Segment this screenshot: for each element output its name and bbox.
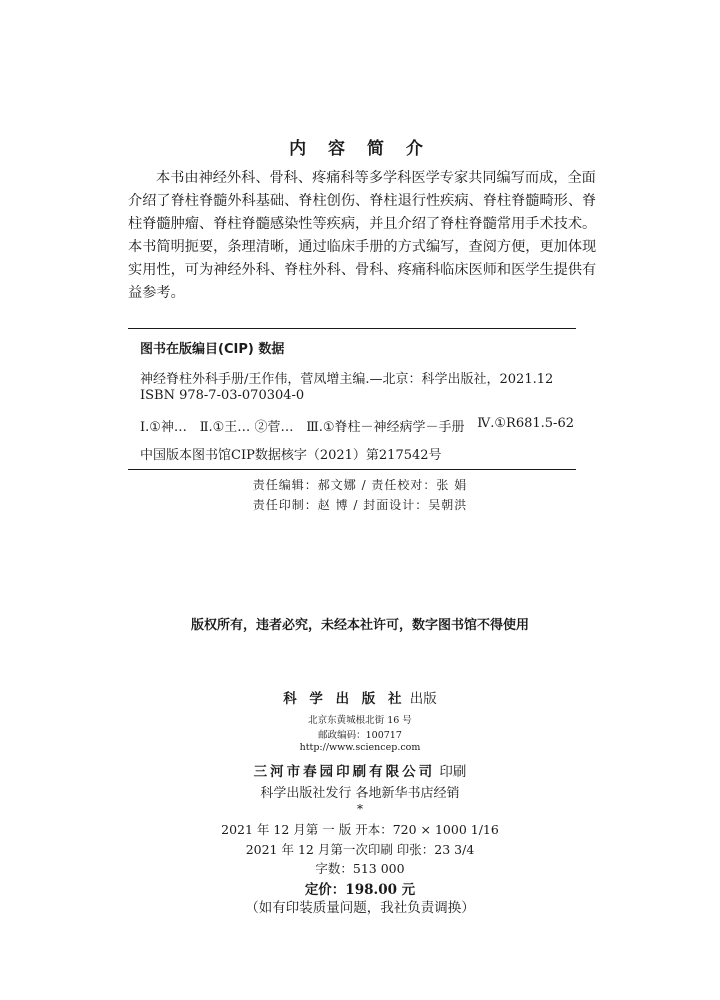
summary-title: 内 容 简 介	[289, 139, 431, 159]
price: 定价：198.00 元	[304, 882, 416, 898]
credits-production: 责任印制：赵 博 / 封面设计：吴朝洪	[252, 498, 468, 512]
summary-line: 益参考。	[128, 285, 185, 301]
printer-line	[0, 760, 720, 780]
summary-line: 介绍了脊柱脊髓外科基础、脊柱创伤、脊柱退行性疾病、脊柱脊髓畸形、脊	[128, 193, 597, 209]
cip-record-number: 中国版本图书馆CIP数据核字（2021）第217542号	[140, 448, 442, 463]
summary-line: 本书由神经外科、骨科、疼痛科等多学科医学专家共同编写而成，全面	[156, 170, 596, 186]
cip-class-item: Ⅳ.①R681.5-62	[477, 416, 574, 431]
publisher-line	[0, 687, 720, 707]
publisher-url: http://www.sciencep.com	[299, 742, 421, 753]
quality-note: （如有印装质量问题，我社负责调换）	[245, 900, 475, 916]
printer-suffix: 印刷	[435, 764, 467, 780]
publisher-postcode: 邮政编码：100717	[318, 730, 402, 741]
summary-line: 柱脊髓肿瘤、脊柱脊髓感染性等疾病，并且介绍了脊柱脊髓常用手术技术。	[128, 216, 597, 232]
copyright-notice: 版权所有，违者必究，未经本社许可，数字图书馆不得使用	[190, 618, 529, 633]
publisher-suffix: 出版	[405, 691, 437, 707]
cip-entry: 神经脊柱外科手册/王作伟，菅凤增主编.—北京：科学出版社，2021.12	[140, 372, 554, 387]
cip-class-item: Ⅱ.①王… ②菅…	[199, 420, 294, 435]
edition-info: 2021 年 12 月第 一 版 开本：720 × 1000 1/16	[221, 822, 499, 837]
cip-heading: 图书在版编目(CIP) 数据	[140, 342, 285, 357]
printer-name: 三河市春园印刷有限公司	[253, 764, 436, 780]
separator-star: *	[357, 802, 363, 816]
cip-top-rule	[128, 328, 576, 329]
credits-editors: 责任编辑：郝文娜 / 责任校对：张 娟	[252, 478, 468, 492]
cip-classification	[140, 416, 574, 435]
summary-paragraph	[128, 167, 597, 305]
summary-line: 实用性，可为神经外科、脊柱外科、骨科、疼痛科临床医师和医学生提供有	[128, 262, 597, 278]
printing-info: 2021 年 12 月第一次印刷 印张：23 3/4	[245, 842, 475, 857]
distribution-line: 科学出版社发行 各地新华书店经销	[260, 786, 460, 801]
cip-class-item: Ⅲ.①脊柱－神经病学－手册	[306, 420, 465, 435]
cip-isbn: ISBN 978-7-03-070304-0	[140, 388, 305, 403]
publisher-address: 北京东黄城根北街 16 号	[308, 715, 412, 726]
word-count: 字数：513 000	[315, 861, 405, 876]
summary-line: 本书简明扼要，条理清晰，通过临床手册的方式编写，查阅方便，更加体现	[128, 239, 597, 255]
publisher-name: 科 学 出 版 社	[283, 691, 406, 707]
cip-class-item: Ⅰ.①神…	[140, 420, 187, 435]
cip-bottom-rule	[128, 469, 576, 470]
